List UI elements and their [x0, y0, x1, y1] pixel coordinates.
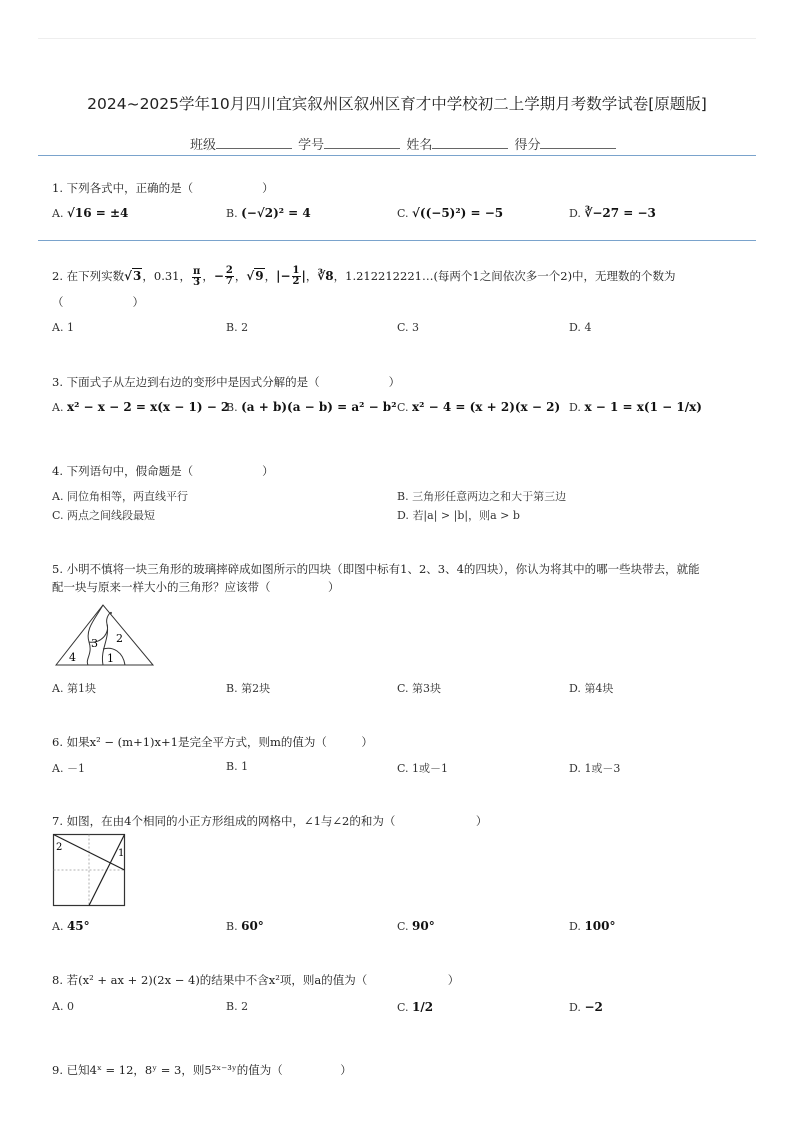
section-divider	[38, 240, 756, 241]
q5-option-c[interactable]	[397, 680, 441, 696]
option-label: B.	[397, 490, 409, 503]
question-stem: ，	[264, 269, 277, 283]
q5-option-b[interactable]	[226, 680, 270, 696]
option-text: －1	[66, 762, 85, 775]
option-text: 0	[66, 1000, 74, 1013]
q4-option-c[interactable]	[52, 507, 155, 523]
option-math: (a + b)(a − b) = a² − b²	[241, 400, 397, 414]
question-stem: 下列各式中，正确的是（ ）	[66, 181, 274, 195]
q8-option-c[interactable]	[397, 1000, 433, 1014]
q7-option-d[interactable]	[569, 919, 616, 933]
option-math: x² − x − 2 = x(x − 1) − 2	[66, 400, 230, 414]
question-stem: ，	[305, 269, 318, 283]
option-label: C.	[52, 509, 64, 522]
question-stem: 如图，在由4个相同的小正方形组成的网格中，∠1与∠2的和为（ ）	[66, 814, 488, 828]
field-name-blank[interactable]	[432, 136, 508, 149]
option-label: C.	[397, 682, 409, 695]
option-math: ∛−27 = −3	[584, 206, 656, 220]
question-number: 4.	[52, 464, 63, 478]
field-class-blank[interactable]	[216, 136, 292, 149]
field-score-blank[interactable]	[540, 136, 616, 149]
option-text: 第3块	[412, 682, 442, 695]
question-2-line2: （ ）	[52, 295, 144, 309]
question-5	[52, 561, 700, 577]
question-number: 7.	[52, 814, 63, 828]
question-9	[52, 1062, 352, 1078]
q1-option-b[interactable]	[226, 206, 311, 220]
option-math: −2	[584, 1000, 603, 1014]
option-text: 第1块	[66, 682, 96, 695]
field-score-label: 得分	[514, 138, 541, 153]
crack-line	[87, 605, 103, 665]
option-math: 60°	[241, 919, 264, 933]
option-label: B.	[226, 207, 238, 220]
option-text: 两点之间线段最短	[67, 509, 156, 522]
math-abs-neg-half: |− $\frac{1}{2}$ |	[276, 265, 306, 287]
question-6	[52, 734, 373, 750]
question-8	[52, 972, 459, 988]
option-label: B.	[226, 760, 238, 773]
question-stem: 下列语句中，假命题是（ ）	[66, 464, 274, 478]
question-number: 5.	[52, 562, 63, 576]
q8-option-b[interactable]	[226, 1000, 248, 1013]
option-text: 1	[241, 760, 249, 773]
option-label: A.	[52, 762, 64, 775]
option-label: D.	[397, 509, 409, 522]
option-label: D.	[569, 1001, 581, 1014]
option-label: D.	[569, 207, 581, 220]
q7-option-a[interactable]	[52, 919, 90, 933]
top-divider	[38, 38, 756, 39]
option-label: D.	[569, 321, 581, 334]
question-number: 9.	[52, 1063, 63, 1077]
field-number-blank[interactable]	[324, 136, 400, 149]
option-text: 3	[412, 321, 420, 334]
q6-option-a[interactable]	[52, 760, 85, 776]
q4-option-b[interactable]	[397, 488, 566, 504]
q5-option-a[interactable]	[52, 680, 96, 696]
option-label: A.	[52, 682, 64, 695]
q2-option-c[interactable]	[397, 321, 419, 334]
field-name-label: 姓名	[406, 138, 433, 153]
option-label: A.	[52, 321, 64, 334]
question-7	[52, 813, 487, 829]
option-text: 同位角相等，两直线平行	[66, 490, 188, 503]
question-number: 2.	[52, 269, 63, 283]
option-text: 1或－1	[412, 762, 449, 775]
q6-option-c[interactable]	[397, 760, 448, 776]
option-math: x² − 4 = (x + 2)(x − 2)	[412, 400, 561, 414]
math-pi-over-3: $\frac{\pi}{3}$	[193, 265, 201, 288]
q3-option-a[interactable]	[52, 400, 229, 414]
option-label: A.	[52, 1000, 64, 1013]
option-math: x − 1 = x(1 − 1/x)	[584, 400, 702, 414]
option-math: 1/2	[412, 1000, 434, 1014]
q8-option-a[interactable]	[52, 1000, 74, 1013]
math-sqrt3: √3	[124, 269, 142, 283]
option-text: 三角形任意两边之和大于第三边	[412, 490, 567, 503]
question-number: 1.	[52, 181, 63, 195]
option-math: √16 = ±4	[66, 206, 129, 220]
math-cbrt8: ∛8	[317, 269, 334, 283]
page-title: 2024~2025学年10月四川宜宾叙州区叙州区育才中学校初二上学期月考数学试卷[原题版]	[87, 95, 707, 113]
q6-option-b[interactable]	[226, 760, 248, 773]
field-class-label: 班级	[190, 138, 217, 153]
student-info-fields	[190, 134, 618, 153]
option-label: D.	[569, 762, 581, 775]
q5-option-d[interactable]	[569, 680, 613, 696]
q3-option-d[interactable]	[569, 400, 702, 414]
question-stem: ，	[234, 269, 247, 283]
q3-option-b[interactable]	[226, 400, 396, 414]
option-label: C.	[397, 1001, 409, 1014]
option-label: B.	[226, 1000, 238, 1013]
option-math: 90°	[412, 919, 435, 933]
question-stem: ，0.31，	[142, 269, 191, 283]
option-math: (−√2)² = 4	[241, 206, 311, 220]
question-4	[52, 463, 274, 479]
option-label: C.	[397, 207, 409, 220]
option-label: D.	[569, 920, 581, 933]
q3-option-c[interactable]	[397, 400, 560, 414]
question-stem: ，	[202, 269, 214, 283]
piece-label: 2	[116, 632, 123, 645]
option-label: D.	[569, 682, 581, 695]
piece-label: 1	[107, 652, 114, 665]
option-label: A.	[52, 401, 64, 414]
option-label: B.	[226, 401, 238, 414]
q4-option-d[interactable]	[397, 507, 520, 523]
option-label: A.	[52, 207, 64, 220]
q1-option-c[interactable]	[397, 206, 503, 220]
q4-option-a[interactable]	[52, 488, 188, 504]
question-stem: 如果x² − (m+1)x+1是完全平方式，则m的值为（ ）	[66, 735, 373, 749]
question-stem: ，1.212212221…(每两个1之间依次多一个2)中，无理数的个数为	[333, 269, 676, 283]
option-text: 若|a| > |b|，则a > b	[412, 509, 520, 522]
q2-option-b[interactable]	[226, 321, 248, 334]
angle-label: 2	[56, 842, 63, 853]
question-1	[52, 180, 274, 196]
question-stem: 在下列实数	[66, 269, 125, 283]
q7-option-b[interactable]	[226, 919, 264, 933]
q8-option-d[interactable]	[569, 1000, 603, 1014]
q2-option-a[interactable]	[52, 321, 74, 334]
option-label: C.	[397, 321, 409, 334]
option-label: B.	[226, 321, 238, 334]
option-text: 4	[584, 321, 592, 334]
piece-label: 4	[69, 651, 76, 664]
field-number-label: 学号	[298, 138, 325, 153]
option-label: C.	[397, 762, 409, 775]
piece-label: 3	[91, 637, 98, 650]
q7-option-c[interactable]	[397, 919, 435, 933]
question-number: 3.	[52, 375, 63, 389]
question-stem: 已知4ˣ = 12，8ʸ = 3，则5²ˣ⁻³ʸ的值为（ ）	[66, 1063, 352, 1077]
question-stem: 下面式子从左边到右边的变形中是因式分解的是（ ）	[66, 375, 401, 389]
option-label: C.	[397, 401, 409, 414]
grid-angle-figure	[53, 834, 127, 908]
question-stem: 若(x² + ax + 2)(2x − 4)的结果中不含x²项，则a的值为（ ）	[66, 973, 460, 987]
option-label: A.	[52, 920, 64, 933]
option-text: 1或－3	[584, 762, 621, 775]
question-stem: 小明不慎将一块三角形的玻璃摔碎成如图所示的四块（即图中标有1、2、3、4的四块），你认为将其中的哪一些块带去，就能	[66, 562, 700, 576]
option-text: 1	[66, 321, 74, 334]
option-text: 2	[241, 1000, 249, 1013]
option-math: 100°	[584, 919, 616, 933]
angle-label: 1	[118, 848, 125, 859]
option-label: B.	[226, 920, 238, 933]
question-2	[52, 266, 676, 288]
question-5-line2: 配一块与原来一样大小的三角形？应该带（ ）	[52, 580, 340, 594]
q1-option-d[interactable]	[569, 206, 656, 220]
header-divider	[38, 155, 756, 156]
math-sqrt9: √9	[246, 269, 264, 283]
q1-option-a[interactable]	[52, 206, 128, 220]
question-number: 8.	[52, 973, 63, 987]
option-label: C.	[397, 920, 409, 933]
question-3	[52, 374, 400, 390]
option-text: 第4块	[584, 682, 614, 695]
broken-triangle-figure	[55, 604, 155, 666]
option-text: 2	[241, 321, 249, 334]
q2-option-d[interactable]	[569, 321, 591, 334]
option-math: 45°	[66, 919, 90, 933]
math-neg-2-7: − $\frac{2}{7}$	[213, 265, 233, 287]
option-label: D.	[569, 401, 581, 414]
option-label: A.	[52, 490, 64, 503]
question-number: 6.	[52, 735, 63, 749]
q6-option-d[interactable]	[569, 760, 620, 776]
option-label: B.	[226, 682, 238, 695]
option-math: √((−5)²) = −5	[412, 206, 504, 220]
option-text: 第2块	[241, 682, 271, 695]
